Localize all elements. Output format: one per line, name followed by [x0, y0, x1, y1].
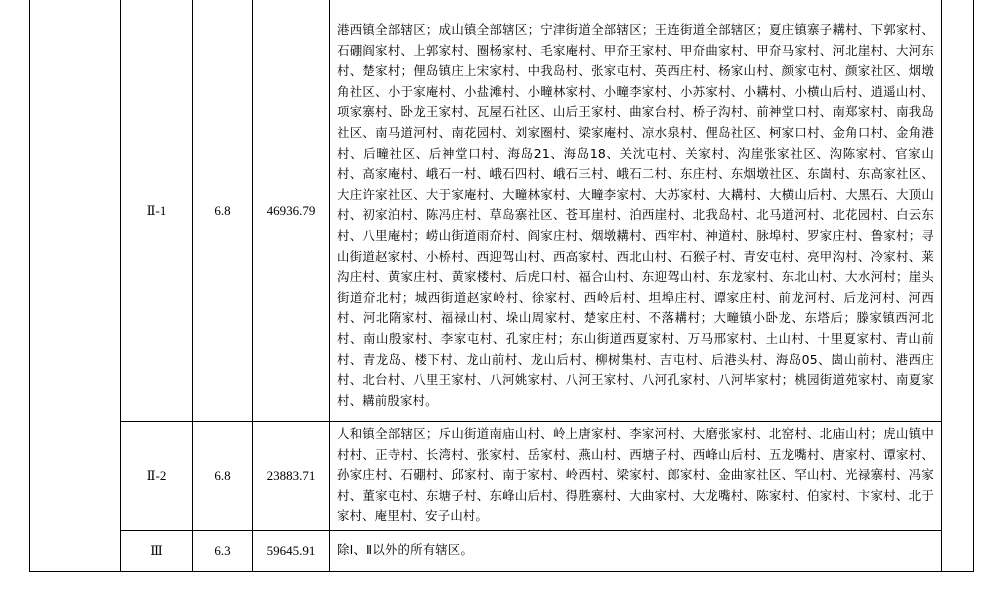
- level-cell: Ⅲ: [150, 543, 163, 558]
- table-border-left: [29, 0, 30, 572]
- column-divider-5: [941, 0, 942, 572]
- value-cell: 6.8: [214, 202, 231, 218]
- area-cell: 59645.91: [266, 543, 316, 558]
- value-cell: 6.8: [214, 468, 231, 483]
- column-divider-4: [329, 0, 330, 572]
- table-border-right: [973, 0, 974, 572]
- table-border-bottom: [29, 571, 974, 572]
- area-cell: 23883.71: [266, 468, 316, 483]
- level-cell: Ⅱ-1: [146, 202, 167, 218]
- place-list: 人和镇全部辖区；斥山街道南庙山村、岭上唐家村、李家河村、大磨张家村、北窑村、北庙山村；虎山镇中村村、正寺村、长湾村、张家村、岳家村、燕山村、西塘子村、西峰山后村、五龙嘴村、唐家村、谭家村、孙家庄村、石硼村、邱家村、南于家村、岭西村、梁家村、郎家村、金曲家社区、罕山村、光禄寨村、冯家村、董家屯村、东塘子村、东峰山后村、得胜寨村、大曲家村、大龙嘴村、陈家村、伯家村、卞家村、北于家村、庵里村、安子山村。: [337, 426, 934, 524]
- value-cell: 6.3: [214, 543, 231, 558]
- place-list: 除Ⅰ、Ⅱ以外的所有辖区。: [337, 542, 474, 557]
- area-cell: 46936.79: [266, 202, 316, 218]
- level-cell: Ⅱ-2: [146, 468, 167, 483]
- place-list: 港西镇全部辖区；成山镇全部辖区；宁津街道全部辖区；王连街道全部辖区；夏庄镇寨子耩村、下郭家村、石硼阎家村、上郭家村、圈杨家村、毛家庵村、甲夼王家村、甲夼曲家村、甲夼马家村、河北崖村、大河东村、楚家村；俚岛镇庄上宋家村、中我岛村、张家屯村、英西庄村、杨家山村、颜家屯村、颜家社区、烟墩角社区、小于家庵村、小盐滩村、小疃林家村、小疃李家村、小苏家村、小耩村、小横山后村、逍遥山村、项家寨村、卧龙王家村、瓦屋石社区、山后王家村、曲家台村、桥子沟村、前神堂口村、南郑家村、南我岛社区、南马道河村、南花园村、刘家圈村、梁家庵村、凉水泉村、俚岛社区、柯家口村、金角口村、金角港村、后疃社区、后神堂口村、海岛21、海岛18、关沈屯村、关家村、沟崖张家社区、沟陈家村、官家山村、高家庵村、峨石一村、峨石四村、峨石三村、峨石二村、东庄村、东烟墩社区、东崮村、东高家社区、大庄许家社区、大于家庵村、大疃林家村、大疃李家村、大苏家村、大耩村、大横山后村、大黑石、大顶山村、初家泊村、陈冯庄村、草岛寨社区、苍耳崖村、泊西崖村、北我岛村、北马道河村、北花园村、白云东村、八里庵村；崂山街道雨夼村、阎家庄村、烟墩耩村、西牢村、神道村、脉埠村、罗家庄村、鲁家村；寻山街道赵家村、小桥村、西迎驾山村、西高家村、西北山村、石猴子村、青安屯村、亮甲沟村、冷家村、莱沟庄村、黄家庄村、黄家楼村、后虎口村、福合山村、东迎驾山村、东龙家村、东北山村、大水河村；崖头街道夼北村；城西街道赵家岭村、徐家村、西岭后村、坦埠庄村、谭家庄村、前龙河村、后龙河村、河西村、河北隋家村、福禄山村、垛山周家村、楚家庄村、不落耩村；大疃镇小卧龙、东塔后；滕家镇西河北村、南山殷家村、李家屯村、孔家庄村；东山街道西夏家村、万马邢家村、土山村、十里夏家村、青山前村、青龙岛、楼下村、龙山前村、龙山后村、柳树集村、吉屯村、后港头村、海岛05、崮山前村、港西庄村、北台村、八里王家村、八河姚家村、八河王家村、八河孔家村、八河毕家村；桃园街道苑家村、南夏家村、耩前殷家村。: [337, 22, 934, 408]
